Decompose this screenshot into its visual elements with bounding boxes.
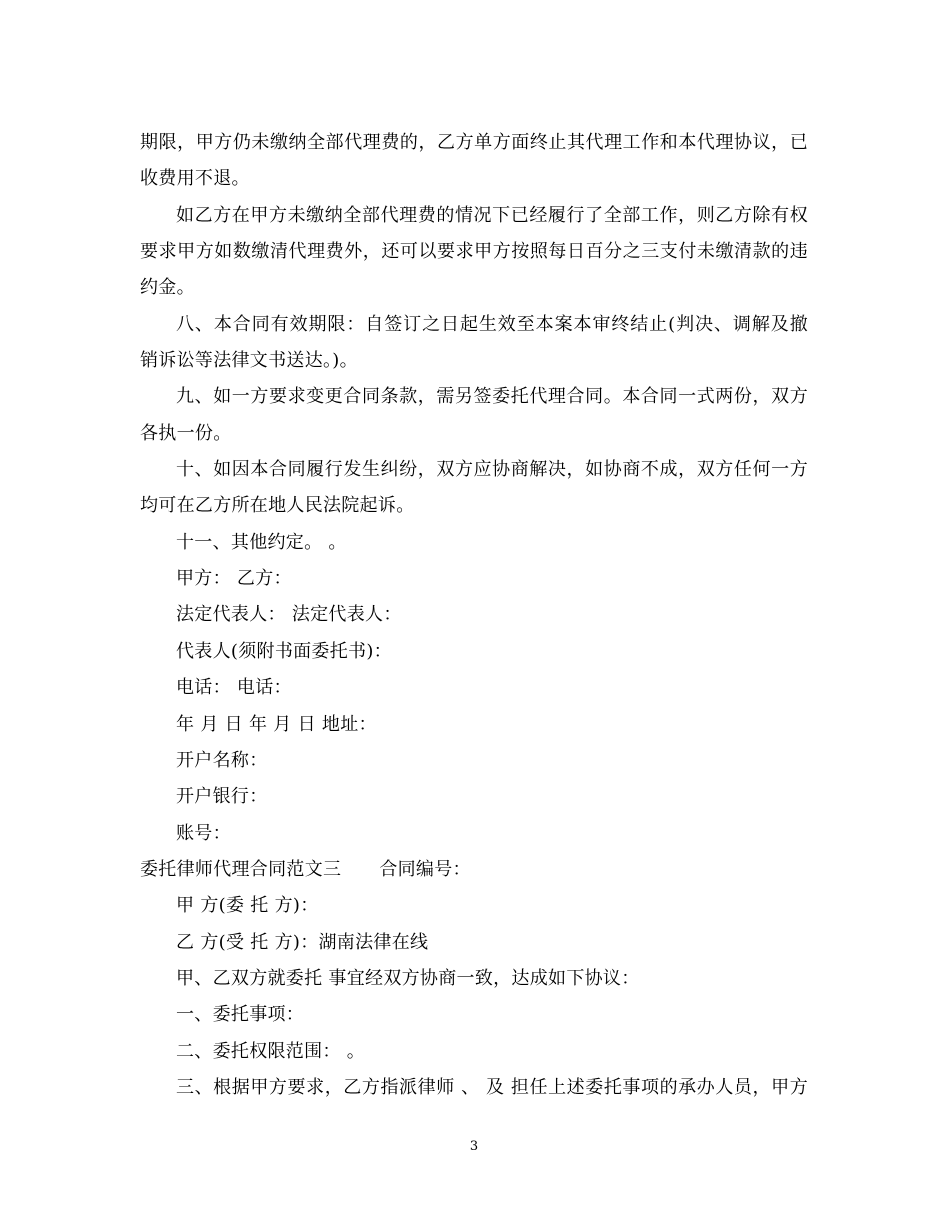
agreement-intro: 甲、乙双方就委托 事宜经双方协商一致，达成如下协议： [176, 967, 640, 989]
signature-parties: 甲方： 乙方： [176, 568, 292, 590]
section-3-title: 委托律师代理合同范文三 [140, 858, 342, 880]
clause-9-line-2: 各执一份。 [140, 422, 232, 444]
body-line-fee-deadline: 期限，甲方仍未缴纳全部代理费的，乙方单方面终止其代理工作和本代理协议，已 [140, 132, 808, 153]
body-line-penalty: 要求甲方如数缴清代理费外，还可以要求甲方按照每日百分之三支付未缴清款的违 [140, 241, 808, 263]
contract-number-label: 合同编号： [379, 858, 471, 880]
clause-10-line-2: 均可在乙方所在地人民法院起诉。 [140, 495, 415, 517]
clause-8-line-1: 八、本合同有效期限：自签订之日起生效至本案本审终结止(判决、调解及撤 [176, 313, 808, 335]
section-3-heading [140, 852, 808, 888]
clause-11: 十一、其他约定。 。 [176, 531, 347, 553]
body-line-work-completed: 如乙方在甲方未缴纳全部代理费的情况下已经履行了全部工作，则乙方除有权 [176, 204, 808, 226]
clause-9-line-1: 九、如一方要求变更合同条款，需另签委托代理合同。本合同一式两份，双方 [176, 386, 808, 408]
body-line-no-refund: 收费用不退。 [140, 168, 250, 190]
signature-dates-address: 年 月 日 年 月 日 地址： [176, 713, 377, 735]
party-a-field: 甲 方(委 托 方)： [176, 895, 319, 917]
party-b-field: 乙 方(受 托 方)：湖南法律在线 [176, 931, 429, 953]
document-body [140, 125, 808, 1106]
signature-agent: 代表人(须附书面委托书)： [176, 640, 392, 662]
clause-1-entrusted-matter: 一、委托事项： [176, 1004, 305, 1026]
account-bank-field: 开户银行： [176, 786, 268, 808]
body-line-penalty-end: 约金。 [140, 277, 195, 299]
clause-3-line-1: 三、根据甲方要求，乙方指派律师 、 及 担任上述委托事项的承办人员，甲方 [176, 1076, 808, 1098]
signature-legal-representatives: 法定代表人： 法定代表人： [176, 604, 402, 626]
clause-10-line-1: 十、如因本合同履行发生纠纷，双方应协商解决，如协商不成，双方任何一方 [176, 459, 808, 481]
signature-phones: 电话： 电话： [176, 677, 292, 699]
account-number-field: 账号： [176, 822, 231, 844]
clause-2-scope: 二、委托权限范围： 。 [176, 1040, 366, 1062]
page-number: 3 [469, 1139, 479, 1154]
account-name-field: 开户名称： [176, 749, 268, 771]
clause-8-line-2: 销诉讼等法律文书送达。)。 [140, 350, 358, 372]
